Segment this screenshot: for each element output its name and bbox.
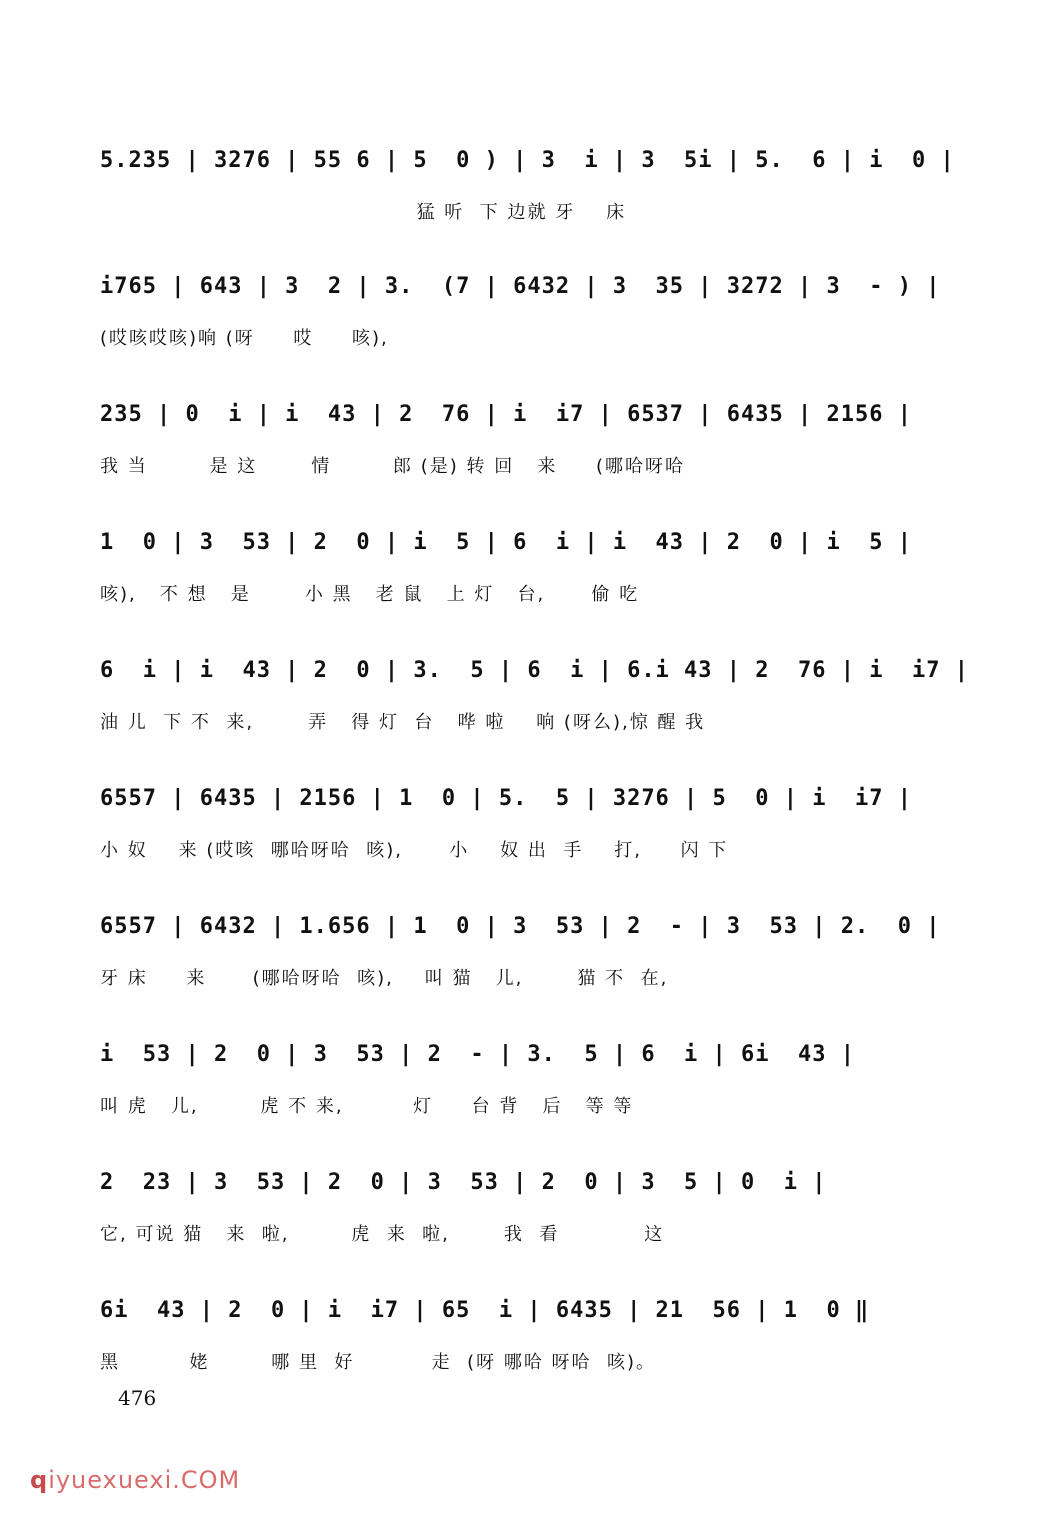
lyrics-line: 小 奴 来 (哎咳 哪哈呀哈 咳), 小 奴 出 手 打, 闪 下: [100, 840, 729, 861]
notation-line: i765 | 643 | 3 2 | 3. (7 | 6432 | 3 35 | 3272 | 3 - ) |: [100, 274, 941, 299]
notation-line: 235 | 0 i | i 43 | 2 76 | i i7 | 6537 | 6435 | 2156 |: [100, 402, 912, 427]
lyrics-line: (哎咳哎咳)响 (呀 哎 咳),: [100, 328, 389, 349]
lyrics-line: 我 当 是 这 情 郎 (是) 转 回 来 (哪哈呀哈: [100, 456, 686, 477]
notation-line: 5.235 | 3276 | 55 6 | 5 0 ) | 3 i | 3 5i | 5. 6 | i 0 |: [100, 148, 955, 173]
lyrics-line: 它, 可说 猫 来 啦, 虎 来 啦, 我 看 这: [100, 1224, 665, 1245]
lyrics-line: 油 儿 下 不 来, 弄 得 灯 台 哗 啦 响 (呀么),惊 醒 我: [100, 712, 706, 733]
page-number: 476: [118, 1386, 157, 1410]
lyrics-line: 叫 虎 儿, 虎 不 来, 灯 台 背 后 等 等: [100, 1096, 634, 1117]
lyrics-line: 牙 床 来 (哪哈呀哈 咳), 叫 猫 儿, 猫 不 在,: [100, 968, 669, 989]
watermark-text: iyuexuexi.COM: [48, 1466, 241, 1494]
notation-line: 6i 43 | 2 0 | i i7 | 65 i | 6435 | 21 56 | 1 0 ‖: [100, 1298, 870, 1323]
lyrics-line: 咳), 不 想 是 小 黑 老 鼠 上 灯 台, 偷 吃: [100, 584, 640, 605]
notation-line: 6557 | 6435 | 2156 | 1 0 | 5. 5 | 3276 | 5 0 | i i7 |: [100, 786, 912, 811]
notation-line: 2 23 | 3 53 | 2 0 | 3 53 | 2 0 | 3 5 | 0 i |: [100, 1170, 827, 1195]
notation-line: i 53 | 2 0 | 3 53 | 2 - | 3. 5 | 6 i | 6i 43 |: [100, 1042, 855, 1067]
notation-line: 6557 | 6432 | 1.656 | 1 0 | 3 53 | 2 - | 3 53 | 2. 0 |: [100, 914, 941, 939]
notation-line: 6 i | i 43 | 2 0 | 3. 5 | 6 i | 6.i 43 | 2 76 | i i7 |: [100, 658, 969, 683]
watermark-q-icon: q: [30, 1466, 49, 1494]
notation-line: 1 0 | 3 53 | 2 0 | i 5 | 6 i | i 43 | 2 0 | i 5 |: [100, 530, 912, 555]
lyrics-line: 猛 听 下 边就 牙 床: [100, 202, 627, 223]
lyrics-line: 黑 姥 哪 里 好 走 (呀 哪哈 呀哈 咳)。: [100, 1352, 657, 1373]
watermark: [30, 1466, 240, 1494]
